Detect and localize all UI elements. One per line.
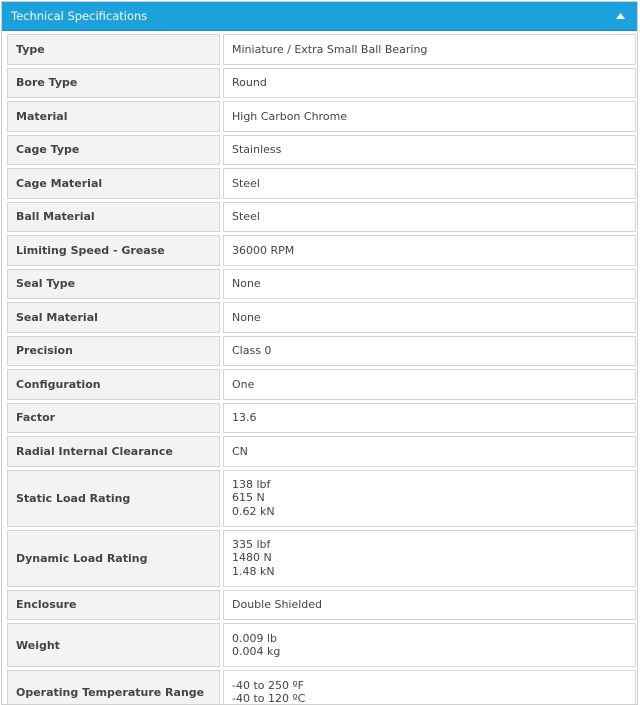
panel-title: Technical Specifications [11, 9, 148, 23]
panel-header[interactable] [2, 2, 637, 31]
spec-value [223, 436, 636, 467]
spec-value-line: Class 0 [232, 344, 272, 357]
spec-value [223, 302, 636, 333]
spec-label: Factor [7, 403, 220, 434]
spec-value-line: 13.6 [232, 411, 257, 424]
spec-value [223, 68, 636, 99]
spec-label: Limiting Speed - Grease [7, 235, 220, 266]
spec-row [7, 436, 636, 467]
spec-row [7, 269, 636, 300]
spec-row [7, 68, 636, 99]
spec-value-line: High Carbon Chrome [232, 109, 348, 123]
spec-row [7, 135, 636, 166]
spec-value-line: 1.48 kN [232, 564, 275, 578]
spec-value-line: Stainless [232, 143, 282, 156]
chevron-up-icon[interactable] [613, 9, 627, 23]
spec-value-line: 138 lbf [232, 477, 271, 491]
spec-value [223, 34, 636, 65]
spec-value [223, 269, 636, 300]
spec-value [223, 202, 636, 233]
spec-row [7, 235, 636, 266]
spec-value-line: -40 to 250 ºF [232, 678, 305, 692]
spec-value [223, 135, 636, 166]
spec-label: Operating Temperature Range [7, 670, 220, 705]
spec-value [223, 235, 636, 266]
spec-value [223, 168, 636, 199]
spec-value-line: 0.009 lb [232, 631, 278, 645]
spec-row [7, 470, 636, 527]
spec-value-line: 0.62 kN [232, 504, 275, 518]
specs-table [4, 31, 638, 705]
spec-value-line: 0.004 kg [232, 645, 281, 658]
spec-row [7, 336, 636, 367]
spec-value [223, 670, 636, 705]
spec-label: Radial Internal Clearance [7, 436, 220, 467]
spec-row [7, 670, 636, 705]
spec-value-line: One [232, 377, 255, 391]
spec-label: Bore Type [7, 68, 220, 99]
spec-value-line: -40 to 120 ºC [232, 692, 306, 705]
spec-row [7, 590, 636, 621]
spec-row [7, 168, 636, 199]
spec-label: Enclosure [7, 590, 220, 621]
spec-value-line: CN [232, 444, 248, 458]
spec-label: Ball Material [7, 202, 220, 233]
spec-row [7, 530, 636, 587]
spec-value [223, 101, 636, 132]
spec-value [223, 590, 636, 621]
spec-value-line: Miniature / Extra Small Ball Bearing [232, 42, 428, 56]
spec-value [223, 623, 636, 667]
spec-value-line: 615 N [232, 491, 265, 505]
spec-row [7, 34, 636, 65]
spec-label: Dynamic Load Rating [7, 530, 220, 587]
spec-row [7, 623, 636, 667]
spec-value-line: None [232, 277, 261, 290]
spec-value [223, 530, 636, 587]
spec-row [7, 202, 636, 233]
spec-value-line: 36000 RPM [232, 243, 295, 257]
spec-value-line: Round [232, 76, 267, 89]
spec-label: Material [7, 101, 220, 132]
spec-label: Precision [7, 336, 220, 367]
spec-value-line: Steel [232, 176, 260, 190]
spec-row [7, 369, 636, 400]
spec-label: Cage Type [7, 135, 220, 166]
spec-value [223, 369, 636, 400]
technical-specifications-panel [1, 1, 638, 705]
spec-label: Static Load Rating [7, 470, 220, 527]
spec-label: Seal Type [7, 269, 220, 300]
spec-value-line: 1480 N [232, 551, 272, 565]
spec-value [223, 403, 636, 434]
spec-label: Type [7, 34, 220, 65]
spec-label: Cage Material [7, 168, 220, 199]
spec-value [223, 336, 636, 367]
spec-label: Weight [7, 623, 220, 667]
spec-value-line: Steel [232, 210, 260, 223]
spec-value [223, 470, 636, 527]
spec-value-line: Double Shielded [232, 598, 323, 611]
spec-row [7, 101, 636, 132]
spec-row [7, 403, 636, 434]
spec-label: Seal Material [7, 302, 220, 333]
spec-row [7, 302, 636, 333]
spec-value-line: 335 lbf [232, 537, 271, 551]
spec-value-line: None [232, 310, 261, 324]
spec-label: Configuration [7, 369, 220, 400]
